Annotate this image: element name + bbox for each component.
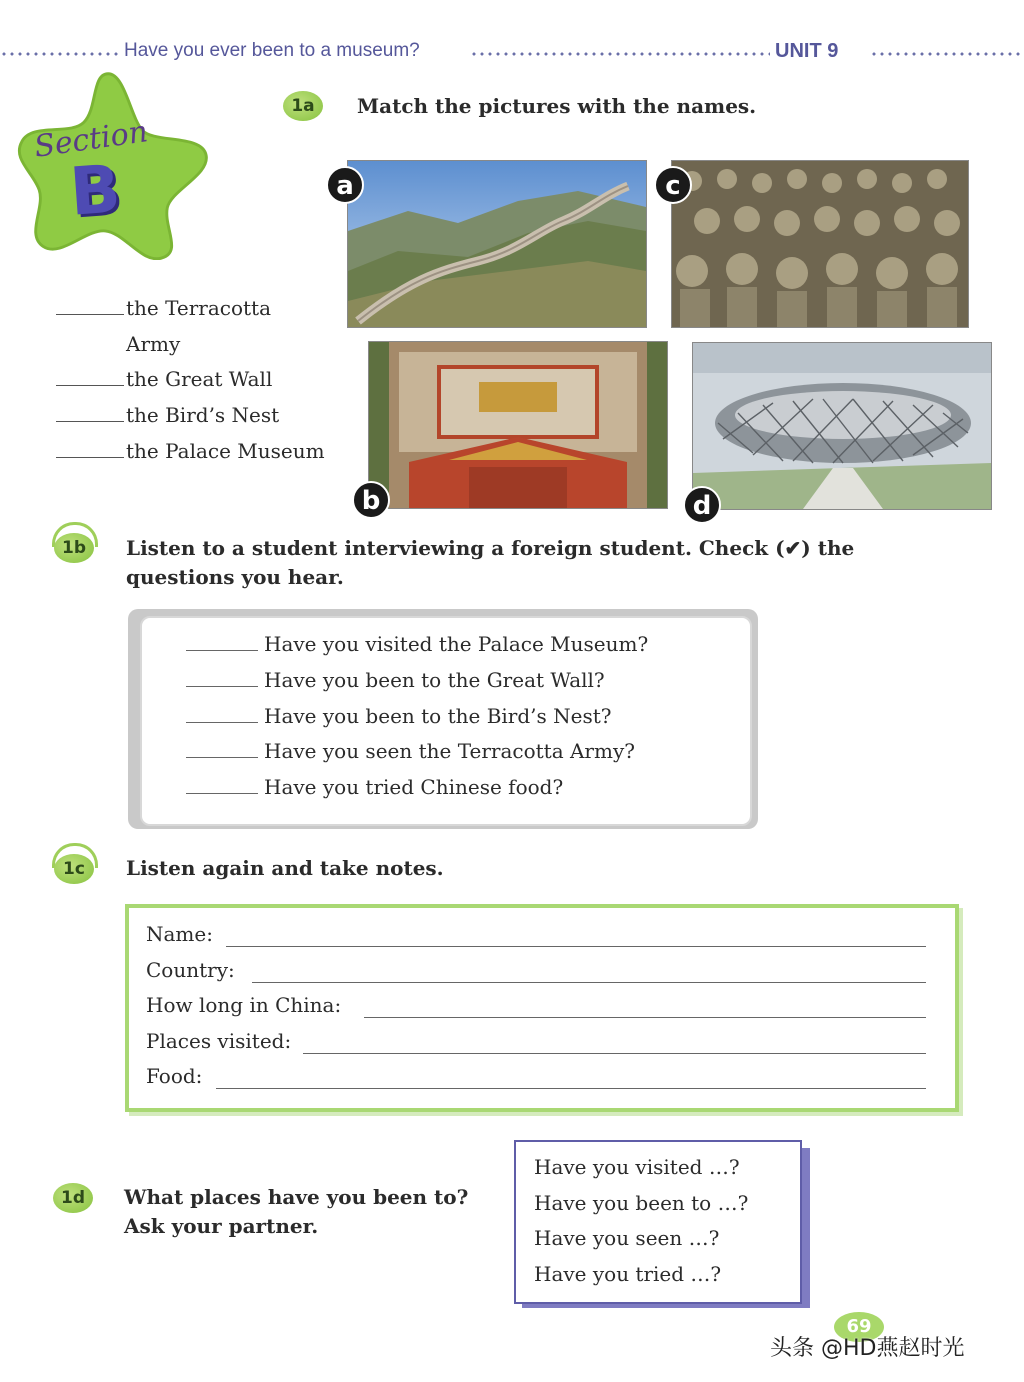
name-item-great-wall: the Great Wall	[56, 367, 272, 391]
check-blank[interactable]	[186, 649, 258, 651]
check-blank[interactable]	[186, 756, 258, 758]
answer-blank[interactable]	[56, 384, 124, 386]
question-row: Have you visited the Palace Museum?	[186, 632, 648, 656]
note-label-country: Country:	[146, 958, 235, 982]
watermark: 头条 @HD燕赵时光	[770, 1336, 965, 1361]
name-item-terracotta-cont: Army	[126, 332, 181, 356]
instruction-1d-line1: What places have you been to?	[124, 1185, 469, 1209]
question-row: Have you been to the Great Wall?	[186, 668, 605, 692]
picture-label-a: a	[326, 166, 364, 204]
note-line-name[interactable]	[226, 946, 926, 947]
instruction-1c: Listen again and take notes.	[126, 856, 444, 880]
note-label-name: Name:	[146, 922, 213, 946]
check-blank[interactable]	[186, 792, 258, 794]
question-row: Have you tried Chinese food?	[186, 775, 563, 799]
badge-1d: 1d	[53, 1183, 93, 1213]
question-row: Have you seen the Terracotta Army?	[186, 739, 635, 763]
note-line-food[interactable]	[216, 1088, 926, 1089]
badge-1b: 1b	[54, 533, 94, 563]
note-label-food: Food:	[146, 1064, 203, 1088]
instruction-1d-line2: Ask your partner.	[124, 1214, 319, 1238]
picture-birds-nest	[692, 342, 992, 510]
prompt-row: Have you seen …?	[534, 1226, 720, 1250]
header-dots-left	[0, 52, 120, 56]
check-blank[interactable]	[186, 685, 258, 687]
answer-blank[interactable]	[56, 420, 124, 422]
unit-label: UNIT 9	[775, 40, 839, 62]
note-label-places: Places visited:	[146, 1029, 292, 1053]
badge-1c: 1c	[54, 854, 94, 884]
instruction-1b-line2: questions you hear.	[126, 565, 344, 589]
name-item-birds-nest: the Bird’s Nest	[56, 403, 279, 427]
picture-label-d: d	[683, 486, 721, 524]
header-dots-middle	[470, 52, 770, 56]
prompt-row: Have you visited …?	[534, 1155, 740, 1179]
answer-blank[interactable]	[56, 456, 124, 458]
picture-great-wall	[347, 160, 647, 328]
note-label-how-long: How long in China:	[146, 993, 342, 1017]
note-line-how-long[interactable]	[364, 1017, 926, 1018]
check-blank[interactable]	[186, 721, 258, 723]
picture-palace-museum	[368, 341, 668, 509]
picture-label-c: c	[654, 166, 692, 204]
note-line-places[interactable]	[303, 1053, 926, 1054]
prompt-row: Have you tried …?	[534, 1262, 722, 1286]
question-row: Have you been to the Bird’s Nest?	[186, 704, 612, 728]
prompt-row: Have you been to …?	[534, 1191, 749, 1215]
note-line-country[interactable]	[252, 982, 926, 983]
picture-terracotta-army	[671, 160, 969, 328]
name-item-terracotta: the Terracotta	[56, 296, 271, 320]
answer-blank[interactable]	[56, 313, 124, 315]
page-number: 69	[834, 1312, 884, 1342]
name-item-palace-museum: the Palace Museum	[56, 439, 325, 463]
badge-1a: 1a	[283, 91, 323, 121]
picture-label-b: b	[352, 481, 390, 519]
header-dots-right	[870, 52, 1024, 56]
section-letter: B	[67, 150, 123, 231]
header-title: Have you ever been to a museum?	[124, 40, 420, 61]
section-word: Section	[32, 114, 151, 165]
instruction-1a: Match the pictures with the names.	[357, 94, 757, 118]
instruction-1b-line1: Listen to a student interviewing a foreign student. Check (✔) the	[126, 536, 855, 560]
